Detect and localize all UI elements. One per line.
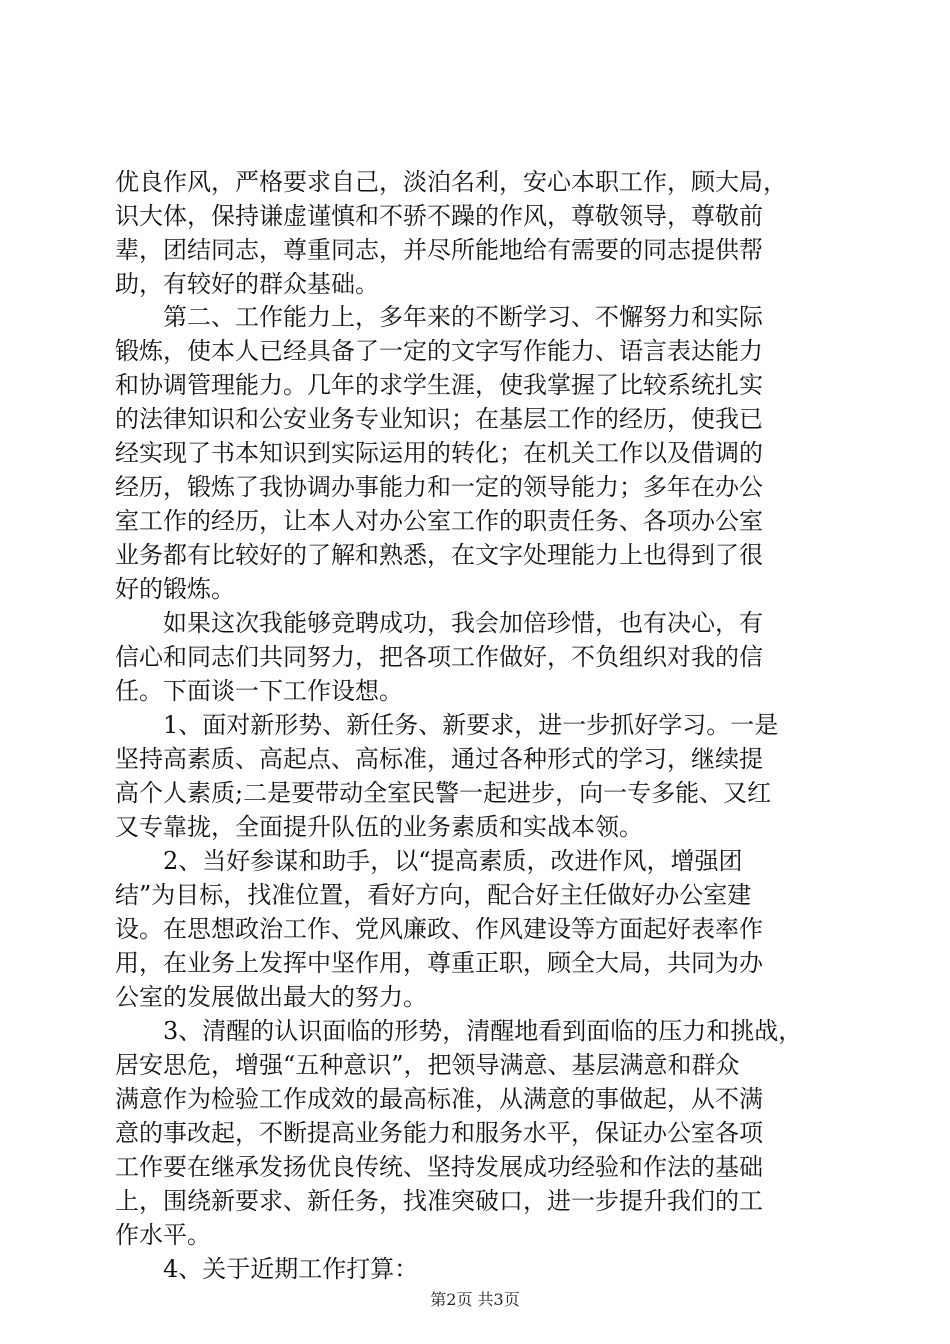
- text-line: 居安思危，增强“五种意识”，把领导满意、基层满意和群众: [115, 1051, 740, 1079]
- text-line: 业务都有比较好的了解和熟悉，在文字处理能力上也得到了很: [115, 541, 763, 569]
- text-line: 意的事改起，不断提高业务能力和服务水平，保证办公室各项: [115, 1119, 763, 1147]
- text-line: 坚持高素质、高起点、高标准，通过各种形式的学习，继续提: [115, 745, 763, 773]
- text-line: 任。下面谈一下工作设想。: [115, 677, 403, 705]
- text-line: 优良作风，严格要求自己，淡泊名利，安心本职工作，顾大局，: [115, 168, 787, 196]
- text-line: 辈，团结同志，尊重同志，并尽所能地给有需要的同志提供帮: [115, 236, 763, 264]
- page-footer: 第2页 共3页: [430, 1290, 520, 1309]
- text-line: 信心和同志们共同努力，把各项工作做好，不负组织对我的信: [115, 643, 763, 671]
- text-line: 经实现了书本知识到实际运用的转化；在机关工作以及借调的: [115, 439, 763, 467]
- text-line: 的法律知识和公安业务专业知识；在基层工作的经历，使我已: [115, 405, 763, 433]
- text-line: 识大体，保持谦虚谨慎和不骄不躁的作风，尊敬领导，尊敬前: [115, 202, 763, 230]
- text-line: 锻炼，使本人已经具备了一定的文字写作能力、语言表达能力: [115, 337, 763, 365]
- text-line: 和协调管理能力。几年的求学生涯，使我掌握了比较系统扎实: [115, 371, 763, 399]
- text-line: 助，有较好的群众基础。: [115, 270, 379, 298]
- text-line: 3、清醒的认识面临的形势，清醒地看到面临的压力和挑战，: [115, 1017, 803, 1045]
- text-line: 设。在思想政治工作、党风廉政、作风建设等方面起好表率作: [115, 915, 763, 943]
- text-line: 4、关于近期工作打算：: [115, 1255, 419, 1283]
- text-line: 1、面对新形势、新任务、新要求，进一步抓好学习。一是: [115, 711, 779, 739]
- text-line: 好的锻炼。: [115, 575, 235, 603]
- text-line: 又专靠拢，全面提升队伍的业务素质和实战本领。: [115, 813, 643, 841]
- text-line: 第二、工作能力上，多年来的不断学习、不懈努力和实际: [115, 303, 763, 331]
- text-line: 经历，锻炼了我协调办事能力和一定的领导能力；多年在办公: [115, 473, 763, 501]
- text-line: 满意作为检验工作成效的最高标准，从满意的事做起，从不满: [115, 1085, 763, 1113]
- text-line: 上，围绕新要求、新任务，找准突破口，进一步提升我们的工: [115, 1187, 763, 1215]
- text-line: 如果这次我能够竞聘成功，我会加倍珍惜，也有决心，有: [115, 609, 763, 637]
- text-line: 用，在业务上发挥中坚作用，尊重正职，顾全大局，共同为办: [115, 949, 763, 977]
- text-line: 室工作的经历，让本人对办公室工作的职责任务、各项办公室: [115, 507, 763, 535]
- text-line: 结”为目标，找准位置，看好方向，配合好主任做好办公室建: [115, 881, 752, 909]
- text-line: 工作要在继承发扬优良传统、坚持发展成功经验和作法的基础: [115, 1153, 763, 1181]
- text-line: 作水平。: [115, 1221, 211, 1249]
- text-line: 公室的发展做出最大的努力。: [115, 983, 427, 1011]
- text-line: 高个人素质;二是要带动全室民警一起进步，向一专多能、又红: [115, 779, 772, 807]
- text-line: 2、当好参谋和助手，以“提高素质，改进作风，增强团: [115, 847, 743, 875]
